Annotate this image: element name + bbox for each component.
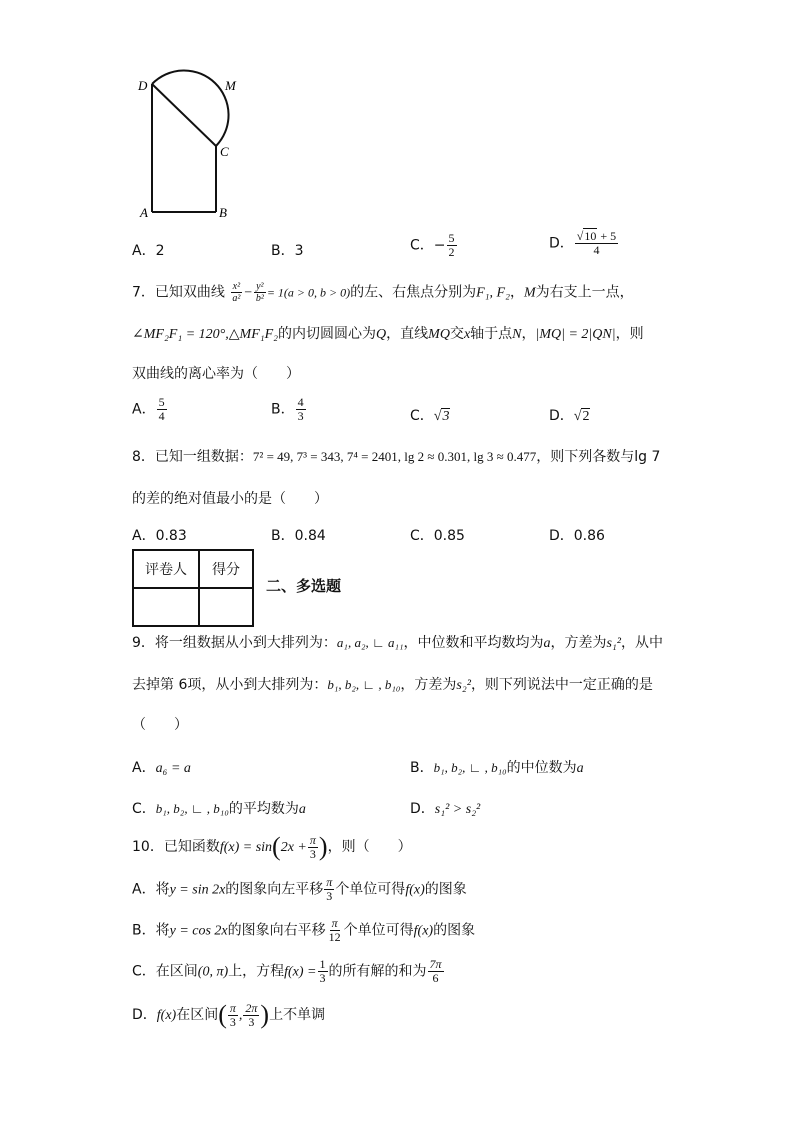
- q7-abs-eq: |MQ| = 2|QN|: [535, 327, 616, 342]
- q8-option-d[interactable]: D．0.86: [549, 528, 605, 544]
- q7-b-fraction: [296, 396, 306, 423]
- q10-a-2: 的图象向左平移: [225, 881, 324, 898]
- q10-fx: f(x) = sin: [219, 840, 273, 855]
- q10-inner: 2x +: [280, 840, 307, 855]
- q9-s2: s₂²: [456, 678, 471, 693]
- geometry-figure: [130, 62, 250, 230]
- q9-a-math: a₆ = a: [155, 761, 191, 776]
- q10-d-2: 在区间: [176, 1007, 219, 1023]
- q9-line2-mid: ，方差为: [400, 677, 457, 693]
- q7-a-num: 5: [158, 395, 165, 409]
- q8-option-c[interactable]: C．0.85: [410, 528, 465, 544]
- q6-option-c-fraction: [447, 232, 457, 259]
- q6-option-d-prefix: D．: [549, 235, 574, 252]
- q7-mid5: ，直线: [386, 326, 429, 342]
- q6-option-d-fraction: [575, 230, 618, 257]
- q7-angle: ∠MF₂F₁ = 120°,△MF₁F₂: [132, 327, 279, 342]
- q9-start: 9．将一组数据从小到大排列为：: [132, 635, 337, 651]
- q10-d-n1: π: [229, 1000, 236, 1015]
- q10-c-int: (0, π): [197, 964, 229, 980]
- q10-a-3: 个单位可得: [335, 881, 406, 898]
- q10-pi-den: 3: [309, 846, 316, 861]
- q6-option-b[interactable]: B．3: [271, 243, 304, 259]
- q7-point-q: Q: [376, 327, 387, 342]
- q10-option-b[interactable]: [132, 917, 475, 944]
- q7-line-3: 双曲线的离心率为（ ）: [132, 366, 300, 382]
- q8-tail: ，则下列各数与lg 7: [536, 449, 661, 465]
- semicircle-arc-DMC: [152, 70, 229, 146]
- q10-pi-num: π: [309, 832, 316, 847]
- q7-mid6: 交: [449, 326, 464, 342]
- q10-pi-fraction: [308, 834, 318, 861]
- label-D: D: [138, 78, 148, 93]
- q6-d-den: 4: [593, 243, 600, 257]
- q6-d-radicand: 10: [584, 229, 597, 243]
- q8-start: 8．已知一组数据：: [132, 449, 253, 465]
- q10-b-num: π: [331, 916, 338, 930]
- q7-d-sqrt: √2: [573, 409, 590, 424]
- q10-tail: ，则（ ）: [327, 839, 412, 855]
- q8-line-1: [132, 446, 660, 466]
- q10-a-num: π: [326, 875, 333, 889]
- q10-c-2: 上，方程: [228, 963, 285, 980]
- q7-b-prefix: B．: [271, 401, 295, 418]
- label-A: A: [140, 205, 148, 220]
- q7-mid7: 轴于点: [470, 326, 513, 342]
- q9-seq-a: a₁, a₂, ∟ a₁₁: [336, 635, 404, 650]
- q9-option-b[interactable]: [410, 757, 584, 777]
- label-C: C: [220, 144, 229, 159]
- q10-d-fraction-2: [243, 1002, 259, 1029]
- q10-b-3: 个单位可得: [343, 922, 414, 939]
- score-table-score-cell[interactable]: [199, 588, 253, 626]
- q10-c-fraction: [318, 958, 328, 985]
- q7-a-prefix: A．: [132, 401, 156, 418]
- q7-mid9: ，则: [615, 326, 644, 342]
- q9-d-prefix: D．: [410, 801, 435, 817]
- q7-b-num: 4: [297, 395, 304, 409]
- q7-option-b[interactable]: [271, 396, 307, 423]
- q8-data: 7² = 49, 7³ = 343, 7⁴ = 2401, lg 2 ≈ 0.301, lg 3 ≈ 0.477: [252, 449, 537, 464]
- q6-c-num: 5: [448, 231, 455, 245]
- q7-c-radicand: 3: [442, 409, 450, 424]
- q9-option-c[interactable]: [132, 798, 306, 818]
- q10-c-num: 1: [319, 957, 326, 971]
- q10-d-n2: 2π: [245, 1000, 258, 1015]
- q8-option-a[interactable]: A．0.83: [132, 528, 187, 544]
- label-M: M: [225, 78, 236, 93]
- q7-x: x: [463, 327, 471, 342]
- label-B: B: [219, 205, 227, 220]
- q9-d-math: s₁² > s₂²: [434, 802, 481, 817]
- q9-b-math: b₁, b₂, ∟ , b₁₀: [433, 760, 507, 775]
- q10-start: 10．已知函数: [132, 839, 220, 855]
- q10-d-fraction-1: [228, 1002, 238, 1029]
- q10-line-1: 10．已知函数f(x) = sin(2x + $\frac{\pi}{3}$ )，则（ ）: [132, 832, 412, 861]
- q7-line-1: 7．已知双曲线 $\frac{\text{x²}}{\text{a²}}$ − $\frac{\text{y²}}{\text{b²}}$ = 1(a > 0, b > 0)的左、右焦点分别为F₁, F₂，M为右支上一点，: [132, 281, 634, 304]
- q10-b-f: f(x): [413, 923, 434, 939]
- q10-d-1: D．: [132, 1007, 157, 1023]
- q9-c-prefix: C．: [132, 801, 156, 817]
- q9-b-text: 的中位数为: [506, 760, 577, 776]
- q10-option-a[interactable]: [132, 876, 467, 903]
- q10-a-fn: y = sin 2x: [169, 882, 226, 898]
- q7-line-mq: MQ: [428, 327, 450, 342]
- q10-d-d2: 3: [248, 1014, 255, 1029]
- q6-option-c[interactable]: [410, 232, 458, 259]
- q7-point-m: M: [523, 285, 536, 301]
- q6-d-num: √10 + 5: [576, 229, 617, 243]
- q10-a-den: 3: [326, 889, 333, 903]
- q10-a-1: A．将: [132, 881, 170, 898]
- q7-option-c[interactable]: [410, 405, 450, 425]
- q7-d-radicand: 2: [582, 409, 590, 424]
- q10-c-1: C．在区间: [132, 963, 198, 980]
- q7-line-2: [132, 323, 644, 343]
- q7-c-prefix: C．: [410, 408, 434, 424]
- q10-c-rden: 6: [432, 971, 439, 985]
- q7-foci: F₁, F₂: [476, 285, 510, 301]
- q9-line2-end: ，则下列说法中一定正确的是: [470, 677, 653, 693]
- score-table-reviewer-cell[interactable]: [133, 588, 199, 626]
- q8-option-b[interactable]: B．0.84: [271, 528, 326, 544]
- score-table-reviewer-header: 评卷人: [133, 550, 199, 588]
- q10-a-fraction: [324, 876, 334, 903]
- q9-line2-start: 去掉第 6项，从小到大排列为：: [132, 677, 328, 693]
- q7-a-fraction: [157, 396, 167, 423]
- q7-c-sqrt: √3: [433, 409, 450, 424]
- q7-mid8: ，: [521, 326, 536, 342]
- q10-b-den: 12: [328, 930, 341, 944]
- q10-option-d[interactable]: D．f(x)在区间( $\frac{\pi}{3}$ , $\frac{2\pi}{3}$ )上不单调: [132, 1000, 326, 1029]
- q10-b-1: B．将: [132, 922, 170, 939]
- q9-mid3: ，从中: [621, 635, 663, 651]
- q7-d-prefix: D．: [549, 408, 574, 424]
- q10-b-fn: y = cos 2x: [169, 923, 228, 939]
- q7-point-n: N: [512, 327, 522, 342]
- q7-a-den: 4: [158, 409, 165, 423]
- q7-start: 7．已知双曲线: [132, 284, 225, 301]
- q6-option-a[interactable]: A．2: [132, 243, 165, 259]
- q7-option-d[interactable]: [549, 405, 590, 425]
- q10-a-4: 的图象: [424, 881, 467, 898]
- q9-b-a: a: [576, 761, 584, 776]
- q10-option-c[interactable]: [132, 958, 445, 985]
- q10-c-eq: f(x) =: [284, 964, 317, 980]
- q7-b-den: 3: [297, 409, 304, 423]
- q7-mid2: ，: [509, 284, 524, 301]
- q6-d-plus: + 5: [600, 229, 617, 243]
- q7-option-a[interactable]: [132, 396, 168, 423]
- q9-mid1: ，中位数和平均数均为: [403, 635, 544, 651]
- q7-frac-x: $\frac{\text{x²}}{\text{a²}}$: [232, 281, 241, 304]
- q10-b-2: 的图象向右平移: [227, 922, 326, 939]
- q10-b-4: 的图象: [433, 922, 476, 939]
- score-table-score-header: 得分: [199, 550, 253, 588]
- q10-c-den: 3: [319, 971, 326, 985]
- q9-a: a: [543, 636, 551, 651]
- q10-d-f: f(x): [156, 1008, 177, 1023]
- q9-a-prefix: A．: [132, 760, 156, 776]
- q10-c-result-fraction: [428, 958, 444, 985]
- section-title-multi-choice: 二、多选题: [266, 577, 342, 595]
- q6-option-c-prefix: C．−: [410, 237, 446, 254]
- q9-c-math: b₁, b₂, ∟ , b₁₀: [155, 801, 229, 816]
- q9-s1: s₁²: [606, 636, 621, 651]
- q6-c-den: 2: [448, 245, 455, 259]
- q9-seq-b: b₁, b₂, ∟ , b₁₀: [327, 677, 401, 692]
- q9-c-a: a: [298, 802, 306, 817]
- segment-DC: [152, 84, 216, 146]
- q8-line-2: 的差的绝对值最小的是（ ）: [132, 491, 328, 507]
- q7-mid3: 为右支上一点，: [535, 284, 634, 301]
- q7-mid4: 的内切圆圆心为: [278, 326, 377, 342]
- q9-mid2: ，方差为: [550, 635, 607, 651]
- q10-b-fraction: [327, 917, 343, 944]
- q7-mid1: 的左、右焦点分别为: [350, 284, 477, 301]
- q9-option-a[interactable]: [132, 757, 191, 777]
- q6-option-d[interactable]: [549, 230, 619, 257]
- q9-c-text: 的平均数为: [228, 801, 299, 817]
- q7-condition: = 1(a > 0, b > 0): [266, 285, 351, 300]
- q9-line-2: [132, 674, 653, 694]
- q10-c-rnum: 7π: [429, 957, 442, 971]
- q9-line-3: （ ）: [132, 717, 188, 733]
- score-table: [132, 549, 254, 627]
- q10-c-3: 的所有解的和为: [328, 963, 427, 980]
- q10-d-d1: 3: [229, 1014, 236, 1029]
- q10-d-3: 上不单调: [269, 1007, 326, 1023]
- q9-option-d[interactable]: [410, 798, 480, 818]
- q7-frac-y: $\frac{\text{y²}}{\text{b²}}$: [255, 281, 264, 304]
- q9-b-prefix: B．: [410, 760, 434, 776]
- q10-a-f: f(x): [405, 882, 425, 898]
- q9-line-1: [132, 632, 663, 652]
